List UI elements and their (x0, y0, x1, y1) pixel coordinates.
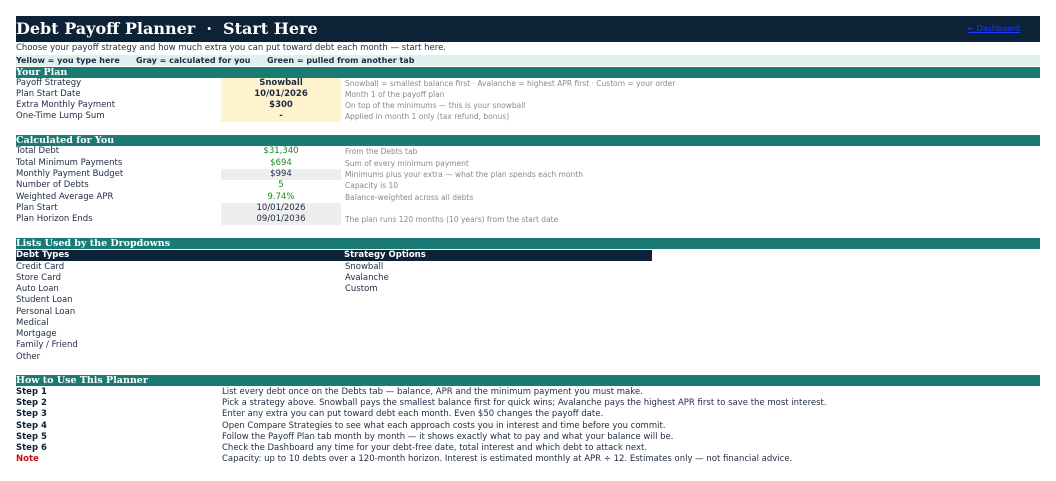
debt-type-item: Personal Loan (16, 307, 76, 317)
row-label: Payoff Strategy (16, 78, 82, 88)
step-text: List every debt once on the Debts tab — balance, APR and the minimum payment you must make. (222, 387, 643, 397)
row-label: Monthly Payment Budget (16, 169, 124, 179)
calc-row-total-debt (16, 146, 1040, 157)
section-title: Your Plan (16, 67, 68, 78)
section-title: Lists Used by the Dropdowns (16, 238, 171, 249)
horizon-ends-value: 09/01/2036 (221, 214, 341, 225)
step-row (16, 432, 1040, 443)
page-title: Debt Payoff Planner · Start Here (16, 19, 318, 38)
debt-type-item: Family / Friend (16, 340, 78, 350)
row-label: Extra Monthly Payment (16, 100, 116, 110)
row-label: Plan Start (16, 203, 58, 213)
section-your-plan (16, 67, 1040, 78)
strategy-option-item: Custom (345, 284, 378, 294)
plan-row-start-date (16, 89, 1040, 100)
debt-type-item: Store Card (16, 273, 62, 283)
step-label: Step 4 (16, 421, 47, 431)
row-note: Capacity is 10 (345, 181, 399, 190)
row-label: Plan Horizon Ends (16, 214, 93, 224)
row-note: Month 1 of the payoff plan (345, 90, 445, 99)
monthly-budget-value: $994 (221, 169, 341, 180)
step-text: Check the Dashboard any time for your debt-free date, total interest and which debt to attack next. (222, 443, 648, 453)
legend-gray: Gray = calculated for you (136, 56, 251, 65)
legend-yellow: Yellow = you type here (16, 56, 120, 65)
step-label: Step 2 (16, 398, 47, 408)
calc-row-horizon-ends (16, 214, 1040, 225)
step-label: Step 3 (16, 409, 47, 419)
debt-type-item: Auto Loan (16, 284, 59, 294)
step-label: Step 1 (16, 387, 47, 397)
row-label: One-Time Lump Sum (16, 111, 105, 121)
note-text: Capacity: up to 10 debts over a 120-month horizon. Interest is estimated monthly at APR ÷ 12. Estimates only — not financial advice. (222, 454, 793, 464)
section-how-to (16, 375, 1040, 386)
section-calculated (16, 135, 1040, 146)
debt-type-item: Other (16, 352, 41, 362)
row-note: Applied in month 1 only (tax refund, bonus) (345, 112, 510, 121)
total-minimums-value: $694 (270, 158, 292, 168)
legend-green: Green = pulled from another tab (267, 56, 415, 65)
debt-type-item: Mortgage (16, 329, 57, 339)
calc-row-weighted-apr (16, 192, 1040, 203)
plan-row-lump-sum (16, 111, 1040, 122)
step-text: Follow the Payoff Plan tab month by month — it shows exactly what to pay and what your balance will be. (222, 432, 674, 442)
debt-types-header: Debt Types (16, 250, 344, 261)
title-bar (16, 16, 1040, 42)
debt-type-item: Medical (16, 318, 49, 328)
step-label: Step 6 (16, 443, 47, 453)
step-row (16, 421, 1040, 432)
row-label: Total Minimum Payments (16, 158, 123, 168)
step-text: Enter any extra you can put toward debt each month. Even $50 changes the payoff date. (222, 409, 604, 419)
debt-type-item: Credit Card (16, 262, 65, 272)
step-label: Step 5 (16, 432, 47, 442)
extra-payment-input[interactable]: $300 (221, 100, 341, 111)
section-title: Calculated for You (16, 135, 115, 146)
weighted-apr-value: 9.74% (267, 192, 295, 202)
color-legend (16, 55, 1040, 66)
number-debts-value: 5 (278, 180, 284, 190)
row-label: Weighted Average APR (16, 192, 114, 202)
calc-row-total-minimums (16, 158, 1040, 169)
total-debt-value: $31,340 (263, 146, 299, 156)
calc-row-plan-start (16, 203, 1040, 214)
row-note: From the Debts tab (345, 147, 418, 156)
row-note: Sum of every minimum payment (345, 159, 469, 168)
plan-row-extra-payment (16, 100, 1040, 111)
step-row (16, 387, 1040, 398)
lump-sum-input[interactable]: - (221, 111, 341, 122)
row-note: On top of the minimums — this is your snowball (345, 101, 526, 110)
strategy-input[interactable]: Snowball (221, 78, 341, 89)
row-label: Plan Start Date (16, 89, 81, 99)
row-note: Minimums plus your extra — what the plan spends each month (345, 170, 583, 179)
step-row (16, 443, 1040, 454)
start-date-input[interactable]: 10/01/2026 (221, 89, 341, 100)
step-text: Pick a strategy above. Snowball pays the smallest balance first for quick wins; Avalanche pays the highest APR first to save the most interest. (222, 398, 827, 408)
row-note: Balance-weighted across all debts (345, 193, 474, 202)
note-row (16, 454, 1040, 465)
strategy-options-header: Strategy Options (344, 250, 652, 261)
plan-row-strategy (16, 78, 1040, 89)
step-text: Open Compare Strategies to see what each approach costs you in interest and time before you commit. (222, 421, 666, 431)
dashboard-link[interactable]: ← Dashboard (967, 24, 1020, 33)
section-lists (16, 238, 1040, 249)
row-label: Total Debt (16, 146, 60, 156)
strategy-option-item: Avalanche (345, 273, 389, 283)
row-label: Number of Debts (16, 180, 89, 190)
plan-start-value: 10/01/2026 (221, 203, 341, 214)
debt-type-item: Student Loan (16, 295, 73, 305)
row-note: The plan runs 120 months (10 years) from the start date (345, 215, 559, 224)
row-note: Snowball = smallest balance first · Avalanche = highest APR first · Custom = your order (345, 79, 676, 88)
step-row (16, 409, 1040, 420)
step-row (16, 398, 1040, 409)
calc-row-monthly-budget (16, 169, 1040, 180)
strategy-option-item: Snowball (345, 262, 384, 272)
note-label: Note (16, 454, 39, 464)
section-title: How to Use This Planner (16, 375, 148, 386)
calc-row-number-debts (16, 180, 1040, 191)
subtitle: Choose your payoff strategy and how much extra you can put toward debt each month — start here. (16, 43, 447, 53)
